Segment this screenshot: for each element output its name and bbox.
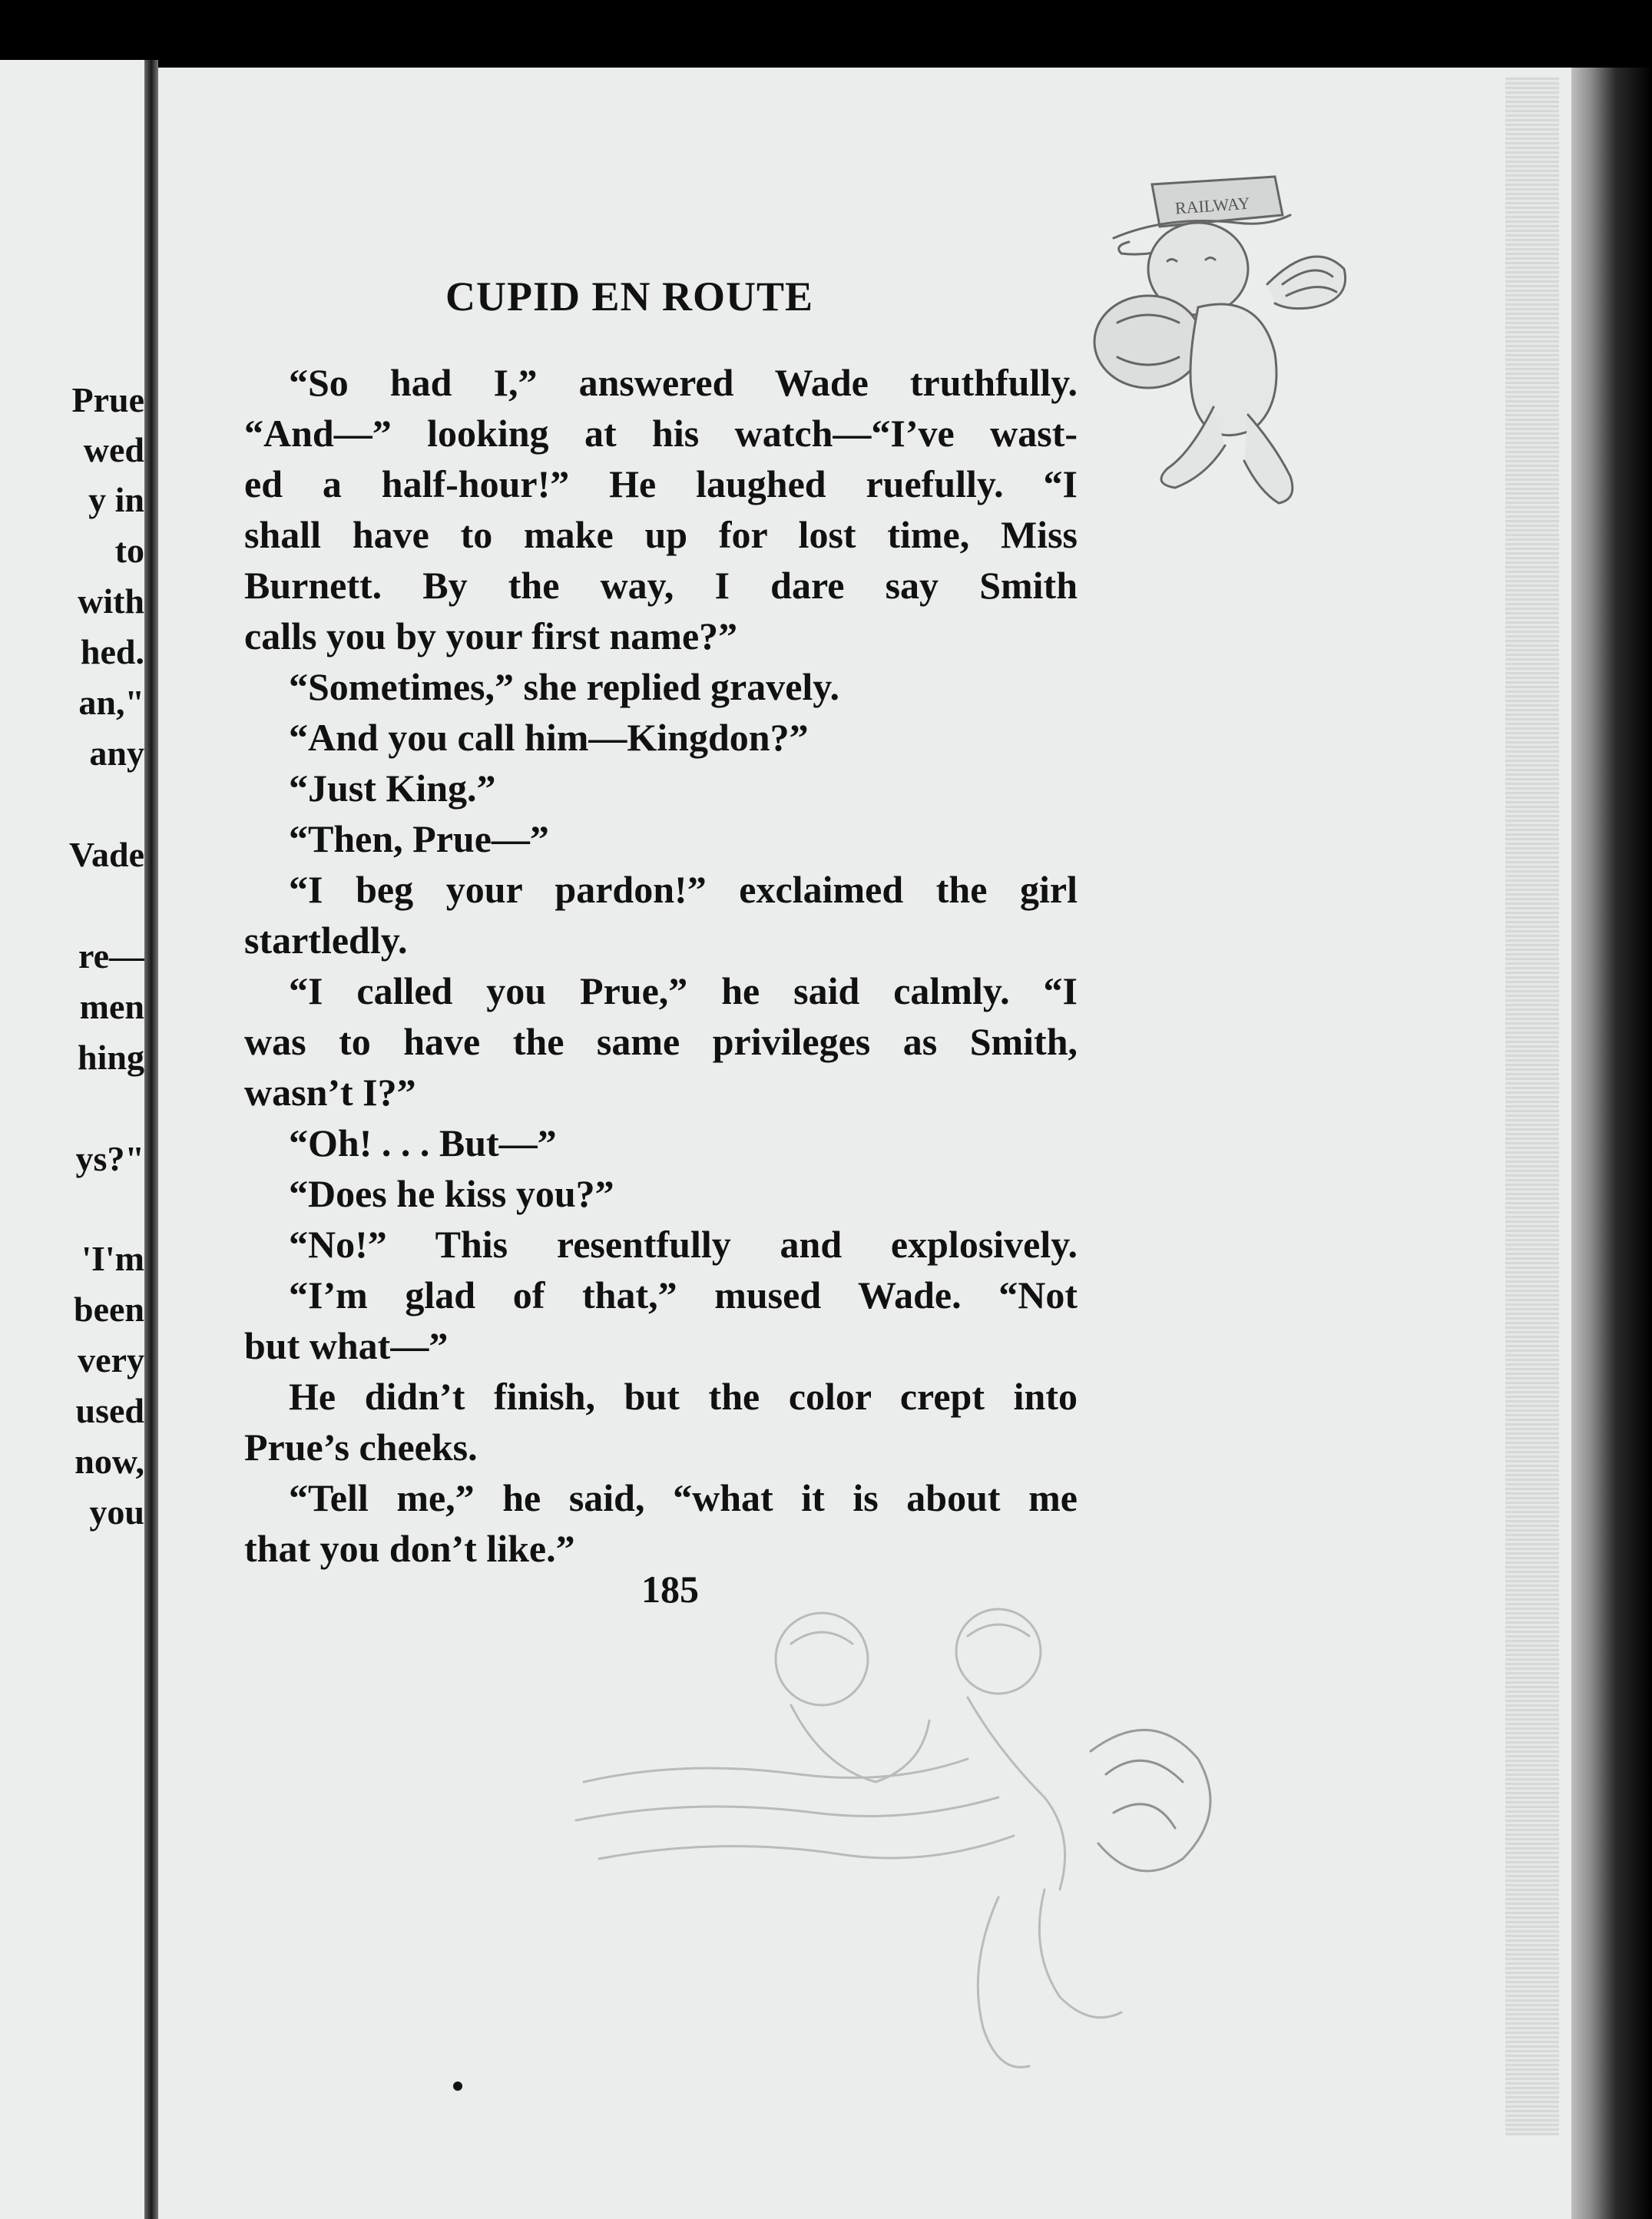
text-line: was to have the same privileges as Smith, xyxy=(244,1020,1078,1063)
left-page-fragment: been xyxy=(74,1290,144,1329)
text-line: “I’m glad of that,” mused Wade. “Not xyxy=(289,1273,1078,1316)
book-gutter xyxy=(144,60,158,2219)
cupids-illustration xyxy=(568,1567,1321,2120)
page-number: 185 xyxy=(641,1568,699,1611)
left-page-fragment: an," xyxy=(78,683,144,722)
left-page-fragment: very xyxy=(78,1340,144,1379)
text-line: wasn’t I?” xyxy=(244,1071,416,1114)
text-line: “I called you Prue,” he said calmly. “I xyxy=(289,969,1078,1012)
cap-lettering: RAILWAY xyxy=(1174,193,1251,218)
text-line: “So had I,” answered Wade truthfully. xyxy=(289,361,1078,404)
left-page-fragment: any xyxy=(89,734,144,773)
left-page-fragment: men xyxy=(79,987,144,1026)
page-edge-texture xyxy=(1505,77,1559,2135)
text-line: Burnett. By the way, I dare say Smith xyxy=(244,564,1078,607)
text-line: “And—” looking at his watch—“I’ve wast- xyxy=(244,412,1078,455)
left-page-fragment: with xyxy=(78,581,144,621)
running-head: CUPID EN ROUTE xyxy=(445,273,814,320)
text-line: but what—” xyxy=(244,1324,449,1367)
left-page-fragment: you xyxy=(89,1492,144,1532)
text-line: He didn’t finish, but the color crept into xyxy=(289,1375,1078,1418)
left-facing-page xyxy=(0,60,151,2219)
left-page-fragment: hing xyxy=(78,1038,144,1077)
text-line: “And you call him—Kingdon?” xyxy=(289,716,809,759)
left-page-fragment: now, xyxy=(74,1442,144,1481)
text-line: “Sometimes,” she replied gravely. xyxy=(289,665,840,708)
text-line: startledly. xyxy=(244,919,408,962)
body-text xyxy=(244,357,1078,1574)
left-page-fragment: Prue xyxy=(71,380,144,419)
left-page-fragment: wed xyxy=(83,430,144,469)
text-line: “I beg your pardon!” exclaimed the girl xyxy=(289,868,1078,911)
text-line: Prue’s cheeks. xyxy=(244,1426,478,1469)
text-line: “No!” This resentfully and explosively. xyxy=(289,1223,1078,1266)
text-line: that you don’t like.” xyxy=(244,1527,575,1570)
text-line: calls you by your first name?” xyxy=(244,614,738,657)
left-page-fragment: used xyxy=(75,1391,144,1430)
text-line: “Just King.” xyxy=(289,767,496,810)
text-line: “Tell me,” he said, “what it is about me xyxy=(289,1476,1078,1519)
left-page-fragment: to xyxy=(114,531,144,570)
text-line: shall have to make up for lost time, Miss xyxy=(244,513,1078,556)
left-page-fragment: 'I'm xyxy=(81,1239,144,1278)
book-edge xyxy=(1571,68,1652,2219)
ink-dot xyxy=(453,2082,462,2091)
left-page-fragment: re— xyxy=(78,936,144,975)
cupid-conductor-illustration xyxy=(1083,154,1390,568)
left-page-fragment: hed. xyxy=(80,632,144,671)
left-page-fragment: y in xyxy=(88,480,144,519)
left-page-fragment: Vade xyxy=(69,835,144,874)
text-line: “Then, Prue—” xyxy=(289,817,549,860)
text-line: “Does he kiss you?” xyxy=(289,1172,614,1215)
left-page-fragment: ys?" xyxy=(75,1139,144,1178)
text-line: “Oh! . . . But—” xyxy=(289,1121,557,1164)
text-line: ed a half-hour!” He laughed ruefully. “I xyxy=(244,462,1078,505)
